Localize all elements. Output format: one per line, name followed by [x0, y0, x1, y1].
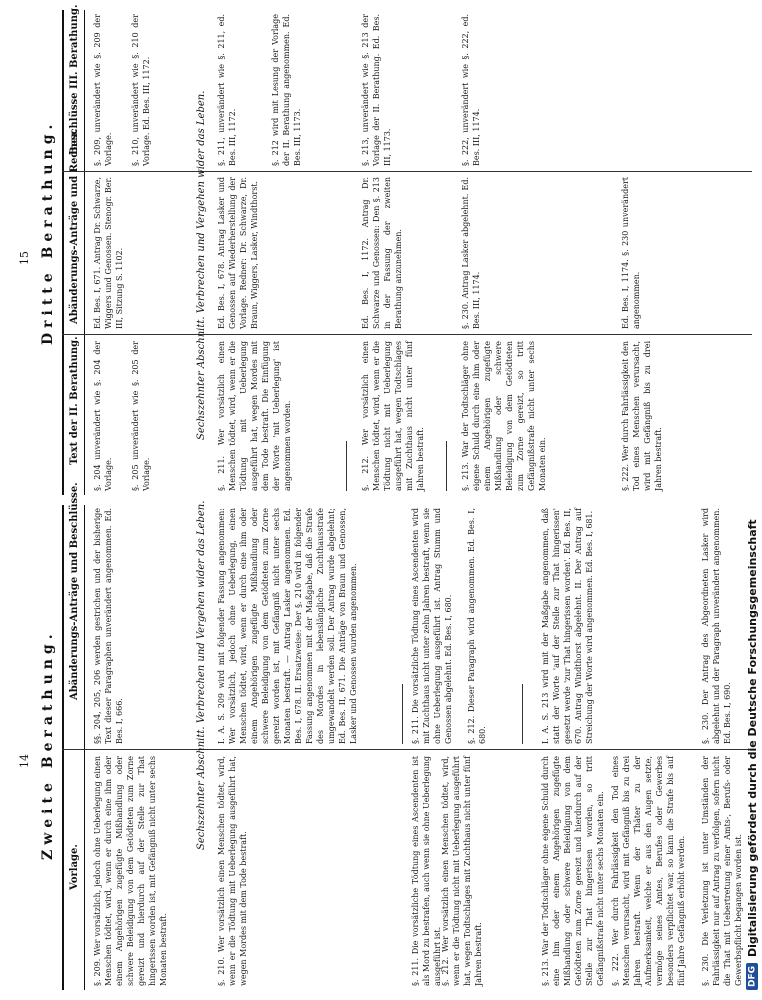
left-vorlage-para: §. 210. Wer vorsätzlich einen Menschen tödtet, wird, wenn er die Tödtung mit Ueberlegung ausgeführt hat, wegen Mordes mit dem Tode bestraft. — [217, 756, 248, 986]
right-antrag-para: Ed. Bes. I, 671. Antrag Dr. Schwarze, Wiggers und Genossen. Stenogr. Ber. III, Sitzung S. 1102. — [93, 177, 124, 329]
right-antrag-para: §. 230. Antrag Lasker abgelehnt. Ed. Bes. III, 1174. — [461, 177, 481, 329]
right-beschluss-para: §. 209, unverändert wie §. 209 der Vorlage. — [93, 14, 113, 166]
right-text-para: §. 212. Wer vorsätzlich einen Menschen tödtet, wird, wenn er die Tödtung nicht mit Ueberlegung ausgeführt hat, wegen Todtschlages mit Zuchthaus nicht unter fünf Jahren bestraft. — [361, 341, 425, 491]
right-section-title: Sechszehnter Abschnitt. Verbrechen und Vergehen wider das Leben. — [196, 90, 207, 440]
right-para-separator — [446, 441, 447, 491]
right-col-header-beschluesse: Beschlüsse III. Berathung. — [69, 4, 80, 155]
left-vorlage-para: §. 230. Die Verletzung ist unter Umständen der Fahrlässigkeit nur auf Antrag zu verfolgen, sofern nicht die That mit Uebertretung einer Amts-, Berufs- oder Gewerbspflicht begangen worden ist. — [701, 756, 743, 986]
left-vorlage-para: §. 211. Die vorsätzliche Tödtung eines Ascendenten ist als Mord zu bestrafen, auch wenn sie ohne Ueberlegung ausgeführt ist. — [411, 756, 442, 986]
right-beschluss-para: §. 222, unverändert wie §. 222, ed. Bes. III, 1174. — [461, 14, 481, 166]
left-page-number: 14 — [18, 754, 31, 768]
left-beschluss-para: §§. 204, 205, 206 werden gestrichen und der bisherige Text dieser Paragraphen unverändert angenommen. Ed. Bes. I, 666. — [93, 508, 124, 744]
left-beschluss-para: I. A. S. 213 wird mit der Maßgabe angenommen, daß statt der Worte 'auf der Stelle zur That hingerissen' gesetzt werde 'zur That hingerissen worden'. Ed. Bes. II, 670. Antrag Windthorst abgelehnt. II. Der Antrag auf Streichung der Worte wird angenommen. Ed. Bes. I, 681. — [541, 508, 594, 744]
right-antrag-para: Ed. Bes. I, 1172. Antrag Dr. Schwarze und Genossen: Den §. 213 in der Fassung der zweiten Berathung anzunehmen. — [361, 177, 403, 329]
right-beschluss-para: §. 211, unverändert wie §. 211, ed. Bes. III, 1172. — [217, 14, 237, 166]
left-vorlage-para: §. 212. Wer vorsätzlich einen Menschen tödtet, wird, wenn er die Tödtung nicht mit Ueberlegung ausgeführt hat, wegen Todtschlages mit Zuchthaus nicht unter fünf Jahren bestraft. — [441, 756, 483, 986]
dfg-logo-badge: DFG — [747, 963, 759, 990]
right-text-para: §. 222. Wer durch Fahrlässigkeit den Tod eines Menschen verursacht, wird mit Gefängniß bis zu drei Jahren bestraft. — [621, 341, 663, 491]
right-text-para: §. 205 unverändert wie §. 205 der Vorlage. — [131, 341, 151, 491]
left-col-header-vorlage: Vorlage. — [69, 844, 80, 890]
right-beschluss-para: §. 210, unverändert wie §. 210 der Vorlage. Ed. Bes. III, 1172. — [131, 14, 151, 166]
left-vorlage-para: §. 213. War der Todtschläger ohne eigene Schuld durch eine ihm oder einem Angehörigen zugefügte Mißhandlung oder schwere Beleidigung von dem Getödteten zum Zorne gereizt und hierdurch auf der Stelle zur That hingerissen worden, so tritt Gefängnißstrafe nicht unter sechs Monaten ein. — [541, 756, 605, 986]
left-para-separator — [402, 684, 403, 744]
right-text-para: §. 213. War der Todtschläger ohne eigene Schuld durch eine ihm oder einem Angehörigen zugefügte Mißhandlung oder schwere Beleidigung von dem Getödteten zum Zorne gereizt, so tritt Gefängnißstrafe nicht unter sechs Monaten ein. — [461, 341, 547, 491]
left-beschluss-para: §. 230. Der Antrag des Abgeordneten Lasker wird abgelehnt und der Paragraph unverändert angenommen. Ed. Bes. I, 690. — [701, 508, 732, 744]
right-antrag-para: Ed. Bes. I, 678. Antrag Lasker und Genossen auf Wiederherstellung der Vorlage. Redner: Dr. Schwarze, Dr. Braun, Wiggers, Lasker, Windthorst. — [217, 177, 259, 329]
right-beschluss-para: §. 212 wird mit Lesung der Vorlage der II. Berathung angenommen. Ed. Bes. III, 1173. — [271, 14, 302, 166]
dfg-watermark — [746, 10, 759, 990]
left-section-title: Sechszehnter Abschnitt. Verbrechen und Vergehen wider das Leben. — [196, 500, 207, 850]
right-col-header-vorlage: Text der II. Berathung. — [69, 336, 80, 465]
right-beschluss-para: §. 213, unverändert wie §. 213 der Vorlage der II. Berathung. Ed. Bes. III, 1173. — [361, 14, 392, 166]
right-column-divider-1 — [62, 334, 752, 335]
watermark-text: Digitalisierung gefördert durch die Deutsche Forschungsgemeinschaft — [746, 519, 759, 957]
left-beschluss-para: I. A. S. 209 wird mit folgender Fassung angenommen: Wer vorsätzlich, jedoch ohne Ueberlegung, einen Menschen tödtet, wird, wenn er durch eine ihm oder einem Angehörigen zugefügte Mißhandlung oder schwere Beleidigung von dem Getödteten zum Zorne gereizt worden ist, mit Gefängniß nicht unter sechs Monaten bestraft. — Antrag Lasker angenommen. Ed. Bes. I, 678. II. Ersatzweise: Der §. 210 wird in folgender Fassung angenommen mit der Maßgabe, daß die Strafe des Mordes in lebenslängliche Zuchthausstrafe umgewandelt werden soll. Der Antrag wurde abgelehnt; Ed. Bes. II, 671. Die Anträge von Braun und Genossen, Lasker und Genossen wurden angenommen. — [217, 508, 358, 744]
left-para-separator — [522, 684, 523, 744]
left-vorlage-para: §. 209. Wer vorsätzlich, jedoch ohne Ueberlegung einen Menschen tödtet, wird, wenn er durch eine ihm oder einem Angehörigen zugefügte Mißhandlung oder schwere Beleidigung von dem Getödteten zum Zorne gereizt und hierdurch auf der Stelle zur That hingerissen worden ist, mit Gefängniß nicht unter sechs Monaten bestraft. — [93, 756, 168, 986]
right-text-para: §. 204 unverändert wie §. 204 der Vorlage. — [93, 341, 113, 491]
left-col-header-beschluesse: Abänderungs-Anträge und Beschlüsse. — [69, 482, 80, 700]
left-header-rule — [84, 505, 85, 990]
right-antrag-para: Ed. Bes. I, 1174. §. 230 unverändert angenommen. — [621, 177, 641, 329]
left-running-head: Zweite Berathung. — [40, 629, 56, 860]
right-text-para: §. 211. Wer vorsätzlich einen Menschen tödtet, wird, wenn er die Tödtung mit Ueberlegung ausgeführt hat, wegen Mordes mit dem Tode bestraft. Die Einfügung der Worte 'mit Ueberlegung' ist angenommen worden. — [217, 341, 292, 491]
right-col-header-antraege: Abänderungs-Anträge und Redner. — [69, 129, 80, 324]
right-running-head: Dritte Berathung. — [40, 119, 56, 345]
left-vorlage-para: §. 222. Wer durch Fahrlässigkeit den Tod eines Menschen verursacht, wird mit Gefängniß bis zu drei Jahren bestraft. Wenn der Thäter zu der Aufmerksamkeit, welche er aus den Augen setzte, vermöge seines Amtes, Berufes oder Gewerbes besonders verpflichtet war, so kann die Strafe bis auf fünf Jahre Gefängniß erhöht werden. — [611, 756, 686, 986]
left-beschluss-para: §. 211. Die vorsätzliche Tödtung eines Ascendenten wird mit Zuchthaus nicht unter zehn Jahren bestraft, wenn sie ohne Ueberlegung ausgeführt ist. Antrag Stumm und Genossen abgelehnt. Ed. Bes. I, 680. — [411, 508, 453, 744]
left-top-rule — [62, 505, 64, 990]
right-header-rule — [84, 10, 85, 495]
left-beschluss-para: §. 212. Dieser Paragraph wird angenommen. Ed. Bes. I, 680. — [467, 508, 487, 744]
left-column-divider — [62, 749, 752, 750]
right-para-separator — [346, 441, 347, 491]
right-column-divider-2 — [62, 171, 752, 172]
right-page-number: 15 — [18, 251, 31, 265]
right-top-rule — [62, 10, 64, 495]
